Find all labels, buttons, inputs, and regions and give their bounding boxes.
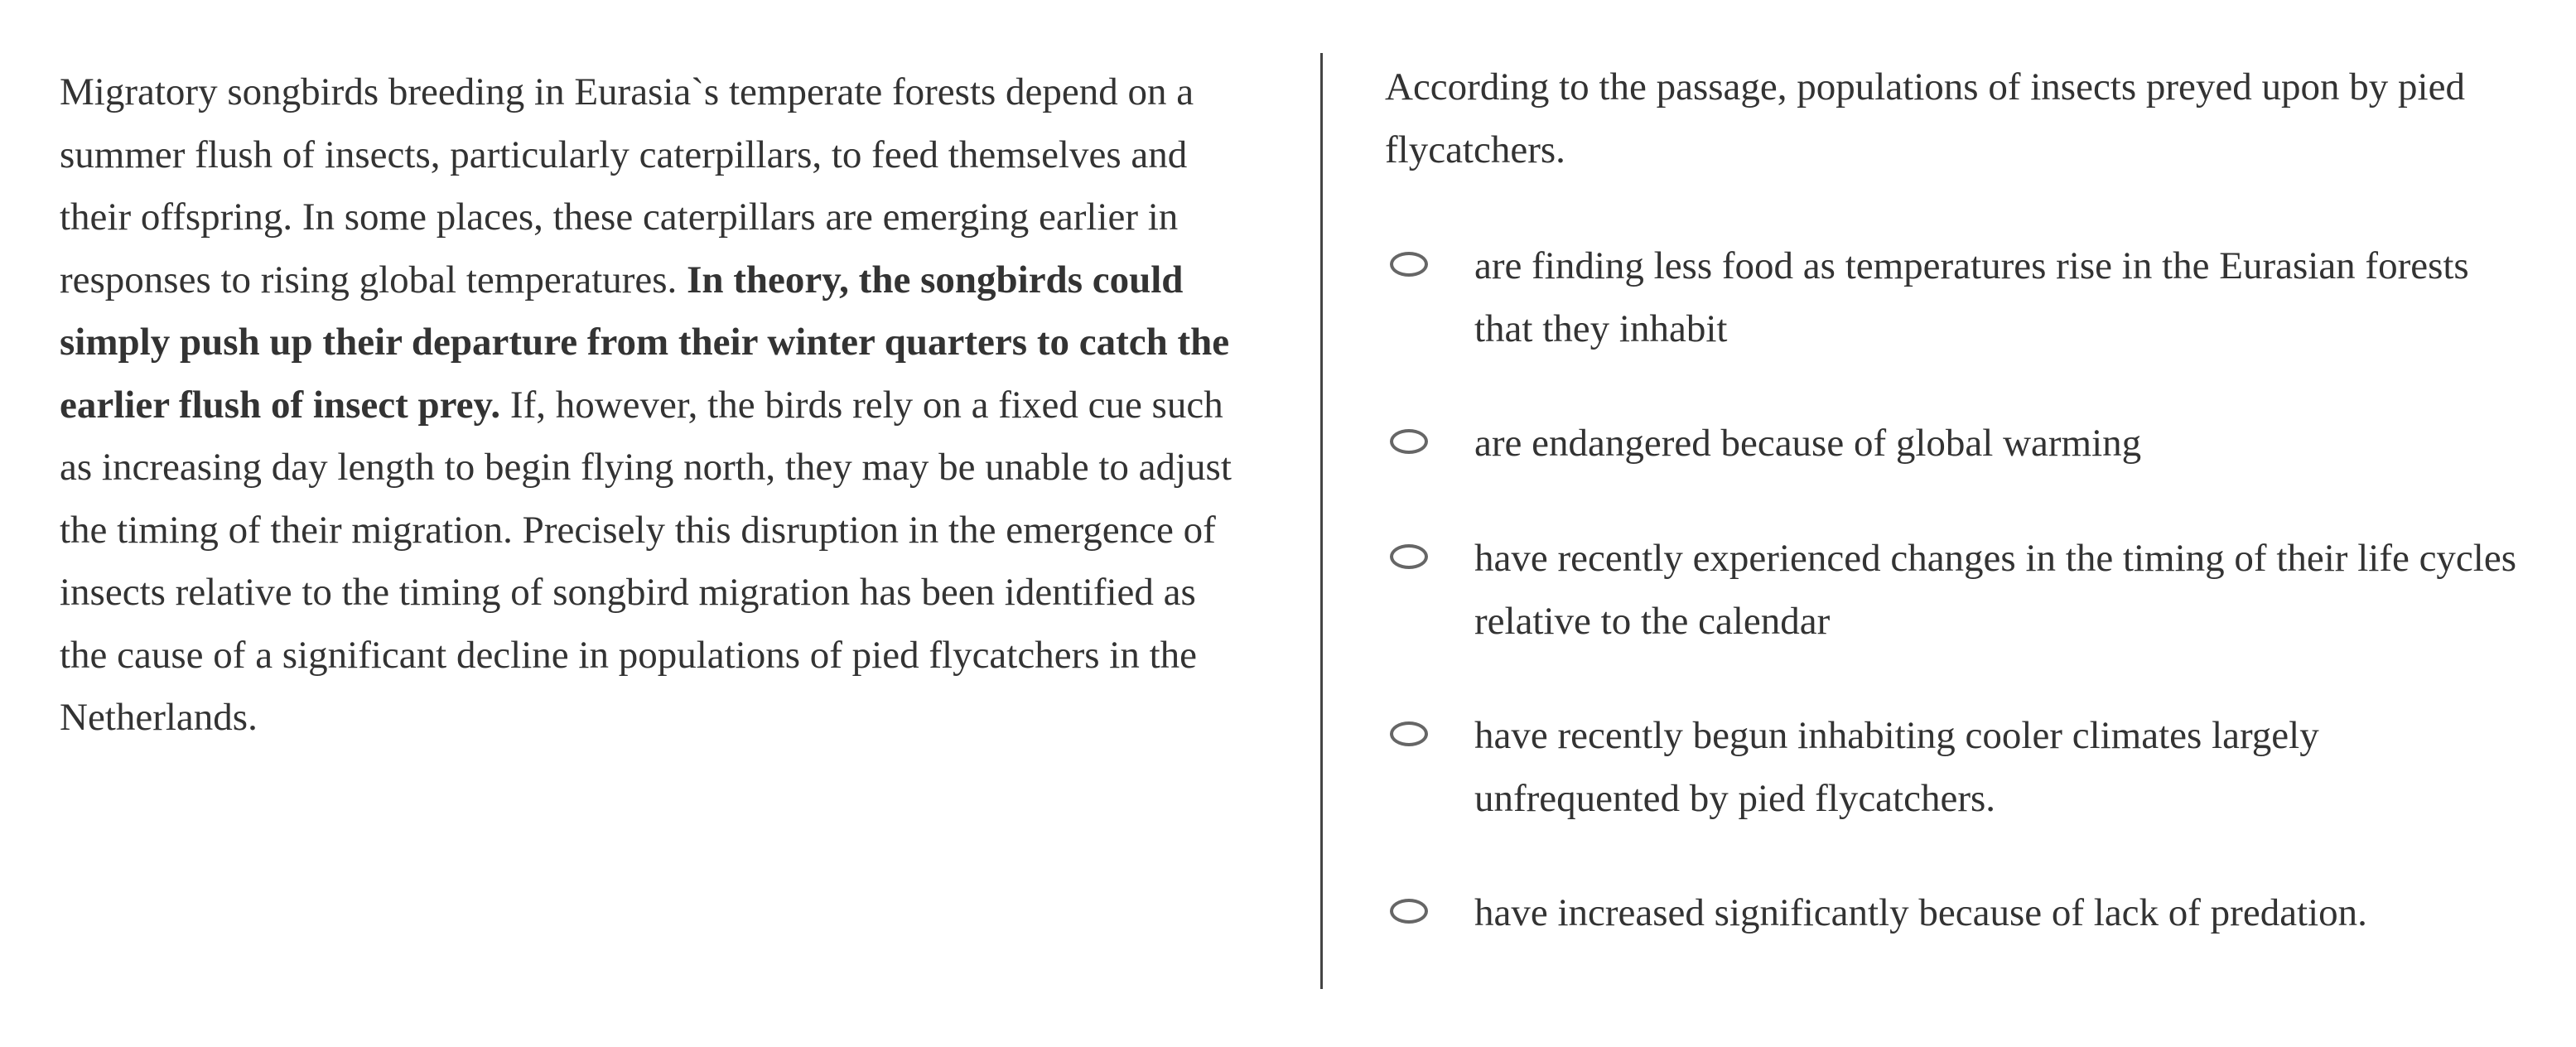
reading-passage xyxy=(60,61,1252,750)
radio-button-icon[interactable] xyxy=(1390,252,1428,277)
answer-option-label[interactable]: are endangered because of global warming xyxy=(1474,422,2142,465)
radio-button-icon[interactable] xyxy=(1390,721,1428,746)
answer-option-label[interactable]: have recently experienced changes in the timing of their life cycles relative to the calendar xyxy=(1474,537,2517,643)
passage-text-after: If, however, the birds rely on a fixed cue such as increasing day length to begin flying north, they may be unable to adjust the timing of their migration. Precisely this disruption in the emergence of insects relative to the timing of songbird migration has been identified as the cause of a significant decline in populations of pied flycatchers in the Netherlands. xyxy=(60,383,1232,739)
radio-button-icon[interactable] xyxy=(1390,429,1428,454)
radio-button-icon[interactable] xyxy=(1390,544,1428,569)
answer-option-label[interactable]: have recently begun inhabiting cooler climates largely unfrequented by pied flycatchers. xyxy=(1474,714,2319,820)
column-divider xyxy=(1320,53,1323,989)
passage-text-before: Migratory songbirds breeding in Eurasia`s temperate forests depend on a summer flush of insects, particularly caterpillars, to feed themselves and their offspring. In some places, these caterpillars are emerging earlier in responses to rising global temperatures. xyxy=(60,70,1194,302)
radio-button-icon[interactable] xyxy=(1390,899,1428,924)
answer-option-label[interactable]: are finding less food as temperatures rise in the Eurasian forests that they inhabit xyxy=(1474,244,2469,350)
passage-bold-sentence: In theory, the songbirds could simply push up their departure from their winter quarters to catch the earlier flush of insect prey. xyxy=(60,258,1230,427)
answer-option-label[interactable]: have increased significantly because of lack of predation. xyxy=(1474,891,2367,934)
question-prompt: According to the passage, populations of insects preyed upon by pied flycatchers. xyxy=(1385,65,2465,171)
